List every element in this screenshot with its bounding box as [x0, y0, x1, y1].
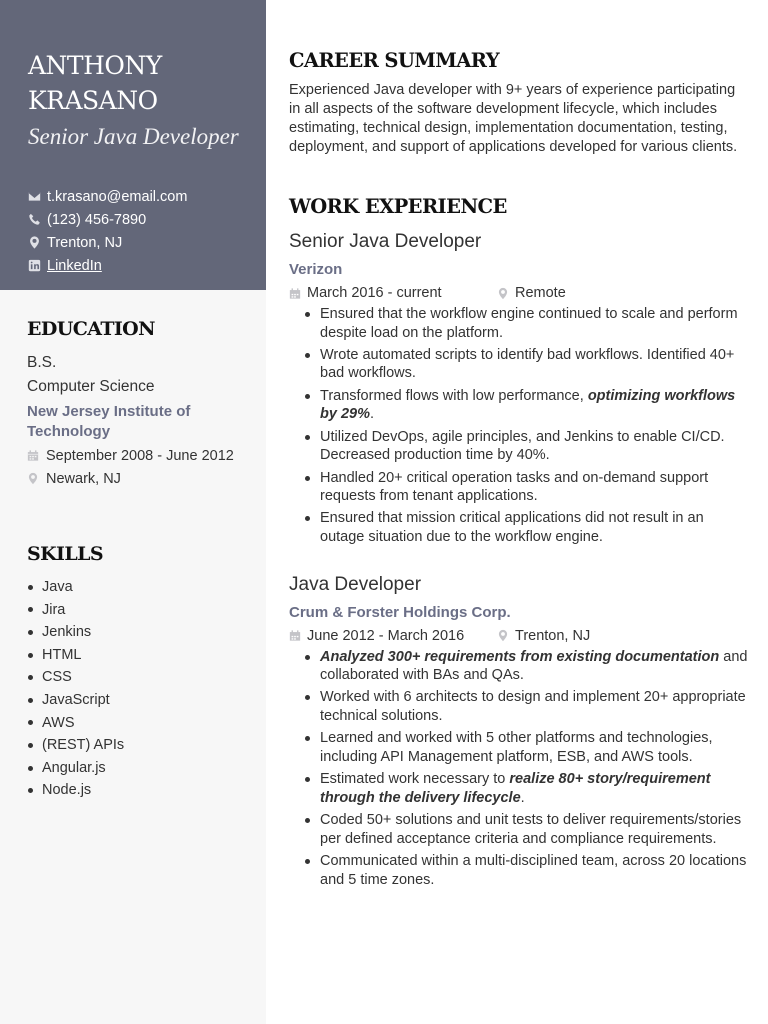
calendar-icon: [289, 629, 301, 642]
phone-icon: [28, 213, 41, 226]
map-pin-icon: [497, 287, 509, 300]
education-heading: EDUCATION: [27, 318, 155, 340]
skills-heading: SKILLS: [27, 543, 103, 565]
candidate-name: ANTHONY KRASANO: [28, 51, 162, 115]
contact-phone: [28, 208, 246, 231]
contact-linkedin: [28, 254, 246, 277]
list-item: Handled 20+ critical operation tasks and on-demand support requests from tenant applications.: [302, 469, 749, 506]
list-item: Jenkins: [27, 621, 246, 644]
list-item: Transformed flows with low performance, optimizing workflows by 29%.: [302, 387, 749, 424]
location-text: Trenton, NJ: [47, 234, 123, 251]
list-item: Utilized DevOps, agile principles, and Jenkins to enable CI/CD. Decreased production time by 40%.: [302, 428, 749, 465]
list-item: Coded 50+ solutions and unit tests to deliver requirements/stories per defined acceptance criteria and compliance requirements.: [302, 811, 749, 848]
job-entry: [289, 571, 749, 890]
main-content: [289, 0, 749, 893]
job-dates: March 2016 - current: [289, 285, 497, 301]
list-item: Learned and worked with 5 other platforms and technologies, including API Management platform, ESB, and AWS tools.: [302, 729, 749, 766]
contact-list: [28, 185, 246, 277]
email-text: t.krasano@email.com: [47, 188, 188, 205]
job-meta: [289, 624, 749, 648]
job-location: Remote: [497, 285, 566, 301]
job-location: Trenton, NJ: [497, 628, 590, 644]
list-item: Estimated work necessary to realize 80+ story/requirement through the delivery lifecycle.: [302, 770, 749, 807]
map-pin-icon: [497, 629, 509, 642]
list-item: HTML: [27, 644, 246, 667]
job-bullets: [289, 305, 749, 547]
company-name: Verizon: [289, 261, 343, 278]
profile-header: [0, 0, 266, 290]
skills-section: [0, 490, 266, 802]
education-section: [0, 290, 266, 490]
work-section: [289, 194, 749, 889]
education-dates: September 2008 - June 2012: [27, 444, 246, 467]
summary-heading: CAREER SUMMARY: [289, 49, 500, 72]
list-item: Node.js: [27, 779, 246, 802]
list-item: (REST) APIs: [27, 734, 246, 757]
calendar-icon: [27, 449, 39, 462]
job-bullets: [289, 648, 749, 890]
calendar-icon: [289, 287, 301, 300]
envelope-icon: [28, 190, 41, 203]
list-item: AWS: [27, 712, 246, 735]
list-item: Java: [27, 576, 246, 599]
degree: B.S.: [27, 354, 57, 371]
phone-text: (123) 456-7890: [47, 211, 147, 228]
summary-section: [289, 48, 749, 157]
field-of-study: Computer Science: [27, 378, 155, 395]
summary-text: Experienced Java developer with 9+ years of experience participating in all aspects of the software development lifecycle, which includes estimating, technical design, implementation documentation, testing, deployment, and support of applications developed for various clients.: [289, 82, 738, 155]
list-item: JavaScript: [27, 689, 246, 712]
sidebar: [0, 0, 266, 1024]
contact-location: [28, 231, 246, 254]
list-item: Wrote automated scripts to identify bad workflows. Identified 40+ bad workflows.: [302, 346, 749, 383]
job-title: Java Developer: [289, 573, 422, 595]
map-pin-icon: [28, 236, 41, 249]
skill-list: [27, 576, 246, 802]
work-heading: WORK EXPERIENCE: [289, 195, 507, 218]
company-name: Crum & Forster Holdings Corp.: [289, 603, 511, 621]
map-pin-icon: [27, 472, 39, 485]
list-item: Communicated within a multi-disciplined team, across 20 locations and 5 time zones.: [302, 852, 749, 889]
contact-email: [28, 185, 246, 208]
linkedin-icon: [28, 259, 41, 272]
list-item: Jira: [27, 599, 246, 622]
job-title: Senior Java Developer: [289, 231, 482, 252]
list-item: CSS: [27, 666, 246, 689]
job-entry: [289, 228, 749, 547]
list-item: Ensured that the workflow engine continued to scale and perform despite load on the platform.: [302, 305, 749, 342]
school-name: New Jersey Institute of Technology: [27, 403, 191, 440]
list-item: Angular.js: [27, 757, 246, 780]
job-dates: June 2012 - March 2016: [289, 628, 497, 644]
candidate-role: Senior Java Developer: [28, 124, 239, 149]
list-item: Worked with 6 architects to design and implement 20+ appropriate technical solutions.: [302, 688, 749, 725]
list-item: Analyzed 300+ requirements from existing documentation and collaborated with BAs and QAs.: [302, 648, 749, 685]
education-location: Newark, NJ: [27, 467, 246, 490]
job-meta: [289, 281, 749, 305]
linkedin-link[interactable]: LinkedIn: [47, 257, 102, 274]
list-item: Ensured that mission critical applications did not result in an outage situation due to the workflow engine.: [302, 509, 749, 546]
